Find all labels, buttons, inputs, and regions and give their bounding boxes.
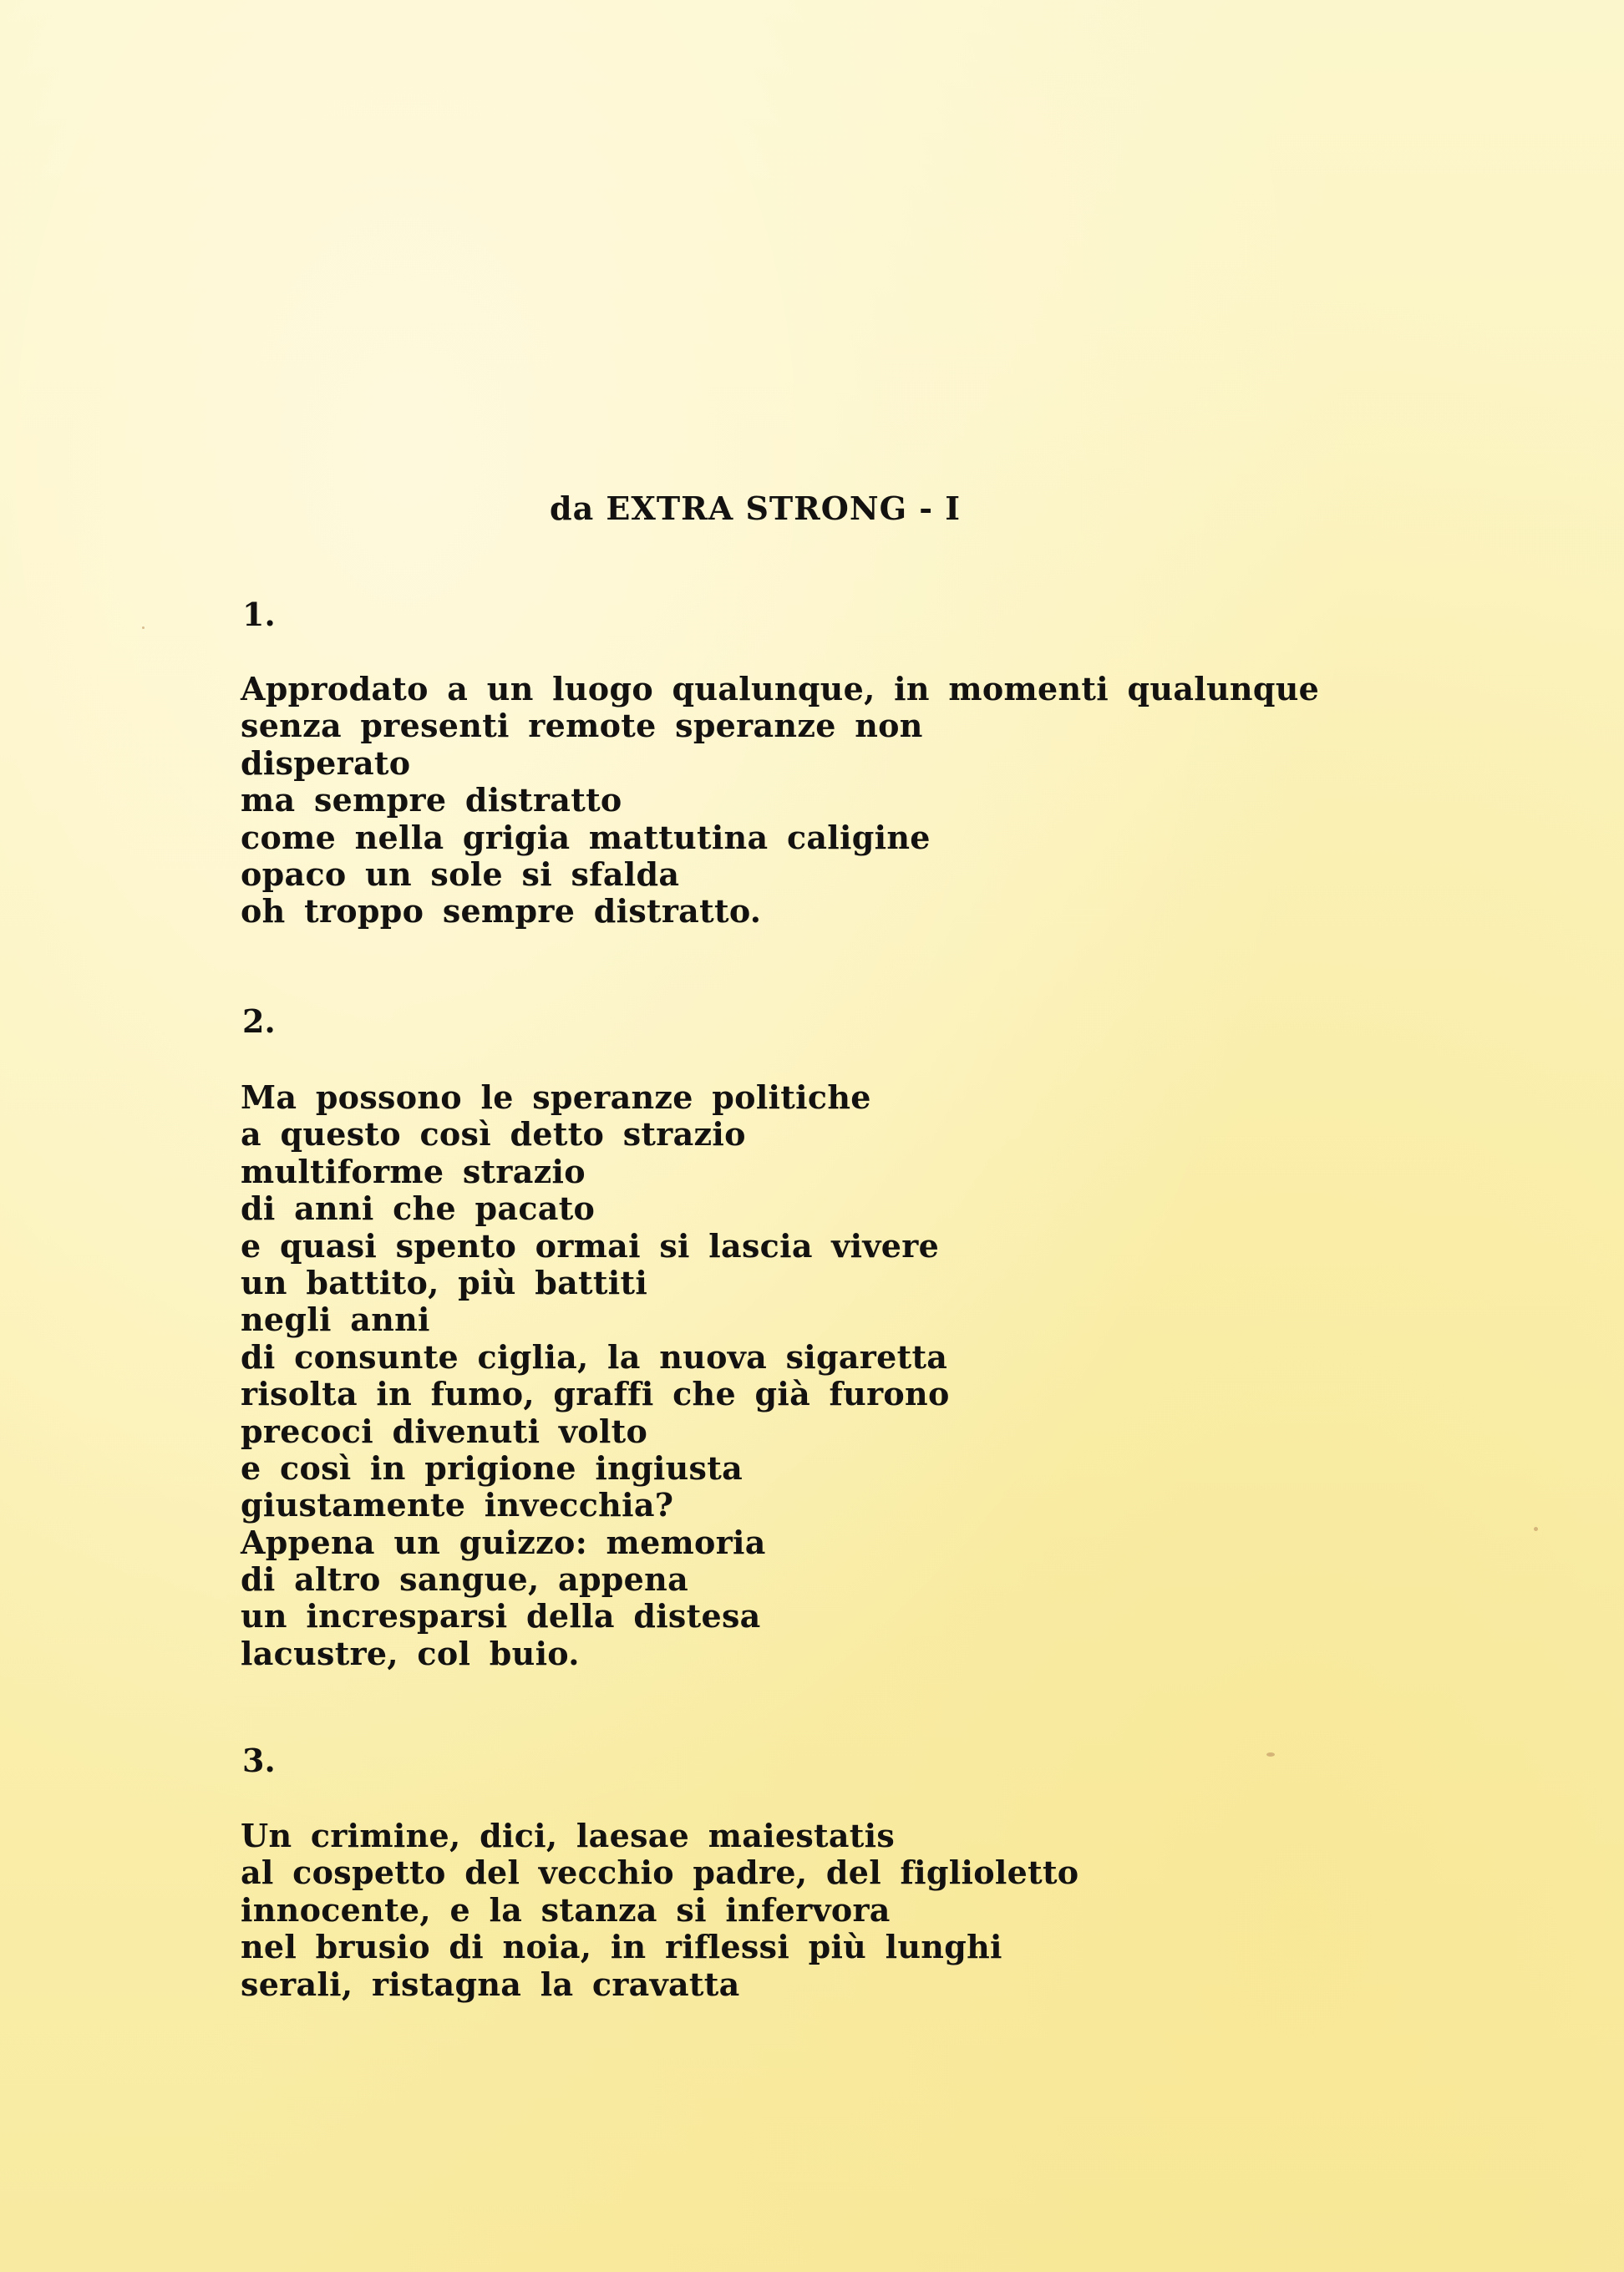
section-number-1: 1. [242, 596, 276, 633]
poem-line: nel brusio di noia, in riflessi più lunghi [241, 1928, 1002, 1966]
poem-line: serali, ristagna la cravatta [241, 1965, 740, 2003]
poem-line: multiforme strazio [241, 1152, 586, 1190]
poem-line: giustamente invecchia? [241, 1486, 674, 1524]
poem-line: di consunte ciglia, la nuova sigaretta [241, 1337, 948, 1376]
poem-line: ma sempre distratto [241, 781, 622, 819]
poem-line: senza presenti remote speranze non [241, 707, 923, 745]
poem-line: Un crimine, dici, laesae maiestatis [241, 1817, 896, 1854]
poem-line: come nella grigia mattutina caligine [241, 818, 931, 856]
poem-line: Ma possono le speranze politiche [241, 1078, 871, 1116]
poem-line: risolta in fumo, graffi che già furono [241, 1375, 950, 1413]
poem-title: da EXTRA STRONG - I [550, 489, 962, 527]
section-number-2: 2. [242, 1002, 276, 1040]
poem-line: negli anni [241, 1301, 430, 1339]
poem-line: di anni che pacato [241, 1189, 596, 1228]
poem-line: Appena un guizzo: memoria [241, 1523, 766, 1561]
poem-line: a questo così detto strazio [241, 1115, 746, 1154]
poem-line: al cospetto del vecchio padre, del figlioletto [241, 1854, 1079, 1892]
poem-line: e così in prigione ingiusta [241, 1448, 743, 1487]
poem-line: innocente, e la stanza si infervora [241, 1890, 891, 1929]
poem-line: Approdato a un luogo qualunque, in momenti qualunque [241, 670, 1320, 707]
poem-line: lacustre, col buio. [241, 1634, 580, 1672]
stanza-2 [241, 1079, 950, 1672]
section-number-3: 3. [242, 1742, 276, 1779]
paper-speck [1266, 1752, 1275, 1757]
stanza-3 [241, 1818, 1078, 2003]
poem-line: disperato [241, 743, 411, 782]
poem-line: oh troppo sempre distratto. [241, 892, 762, 931]
stanza-1 [241, 671, 1319, 931]
poem-line: precoci divenuti volto [241, 1412, 648, 1450]
poem-line: opaco un sole si sfalda [241, 855, 680, 893]
paper-speck [142, 626, 145, 629]
poem-line: e quasi spento ormai si lascia vivere [241, 1226, 940, 1265]
paper-speck [1534, 1527, 1538, 1531]
poem-line: un incresparsi della distesa [241, 1597, 761, 1636]
poem-line: di altro sangue, appena [241, 1560, 689, 1599]
poem-line: un battito, più battiti [241, 1263, 648, 1301]
